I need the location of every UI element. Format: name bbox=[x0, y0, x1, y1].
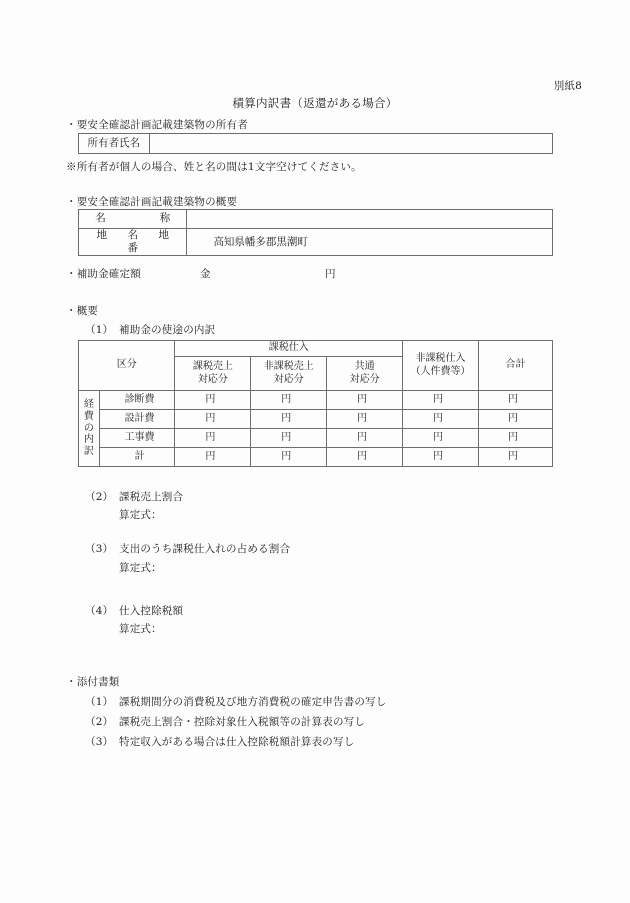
table-row bbox=[79, 429, 553, 448]
overview-item-4 bbox=[85, 603, 183, 618]
nontaxable-sales-header bbox=[251, 357, 327, 391]
building-section-heading: ・要安全確認計画記載建築物の概要 bbox=[66, 196, 238, 208]
attachment-item-2-label: 課税売上割合・控除対象仕入税額等の計算表の写し bbox=[119, 716, 366, 728]
overview-item-1-label: 補助金の使途の内訳 bbox=[119, 324, 216, 336]
overview-item-2-index: （2） bbox=[85, 491, 114, 503]
table-row bbox=[79, 134, 553, 154]
overview-item-4-formula-label: 算定式： bbox=[119, 623, 162, 635]
owner-name-label: 所有者氏名 bbox=[79, 134, 150, 154]
cell-construction-common[interactable]: 円 bbox=[327, 429, 403, 448]
table-header-group-row bbox=[79, 341, 553, 357]
cell-diagnosis-total[interactable]: 円 bbox=[479, 391, 553, 410]
table-row bbox=[79, 410, 553, 429]
side-label-char-4: 訳 bbox=[83, 446, 94, 458]
attachment-item-2-index: （2） bbox=[85, 716, 114, 728]
building-name-field[interactable] bbox=[187, 210, 553, 229]
cell-sum-total[interactable]: 円 bbox=[479, 448, 553, 467]
side-label-char-2: の bbox=[83, 422, 94, 434]
building-outline-table bbox=[78, 209, 553, 256]
attachment-item-2 bbox=[85, 714, 365, 729]
nontaxable-purchase-header-line1: 非課税仕入 bbox=[415, 353, 466, 364]
cell-diagnosis-taxable-sales[interactable]: 円 bbox=[175, 391, 251, 410]
cell-construction-nontaxable-sales[interactable]: 円 bbox=[251, 429, 327, 448]
taxable-sales-header-line1: 課税売上 bbox=[192, 361, 233, 372]
taxable-sales-header-line2: 対応分 bbox=[197, 373, 228, 385]
nontaxable-sales-header-line2: 対応分 bbox=[273, 373, 304, 385]
overview-item-4-index: （4） bbox=[85, 605, 114, 617]
building-name-label: 名 称 bbox=[79, 210, 187, 229]
table-row bbox=[79, 210, 553, 229]
cell-construction-total[interactable]: 円 bbox=[479, 429, 553, 448]
attachment-item-3 bbox=[85, 734, 354, 749]
building-address-field[interactable]: 高知県幡多郡黒潮町 bbox=[187, 229, 553, 256]
overview-item-1-index: （1） bbox=[85, 324, 114, 336]
overview-item-3 bbox=[85, 541, 290, 556]
subsidy-amount-unit: 円 bbox=[325, 268, 336, 280]
owner-table bbox=[78, 133, 553, 154]
row-label-construction: 工事費 bbox=[99, 429, 175, 448]
table-row bbox=[79, 448, 553, 467]
common-header-line2: 対応分 bbox=[349, 373, 380, 385]
cell-diagnosis-nontaxable-sales[interactable]: 円 bbox=[251, 391, 327, 410]
subsidy-breakdown-table bbox=[78, 340, 553, 467]
taxable-sales-header bbox=[175, 357, 251, 391]
cell-design-nontaxable-purchase[interactable]: 円 bbox=[403, 410, 479, 429]
overview-item-3-index: （3） bbox=[85, 543, 114, 555]
overview-item-2-label: 課税売上割合 bbox=[119, 491, 184, 503]
cell-sum-nontaxable-sales[interactable]: 円 bbox=[251, 448, 327, 467]
cell-sum-nontaxable-purchase[interactable]: 円 bbox=[403, 448, 479, 467]
owner-name-field[interactable] bbox=[149, 134, 552, 154]
overview-item-2 bbox=[85, 489, 183, 504]
cell-design-nontaxable-sales[interactable]: 円 bbox=[251, 410, 327, 429]
cell-diagnosis-nontaxable-purchase[interactable]: 円 bbox=[403, 391, 479, 410]
nontaxable-sales-header-line1: 非課税売上 bbox=[263, 361, 314, 372]
row-label-diagnosis: 診断費 bbox=[99, 391, 175, 410]
subsidy-amount-heading: ・補助金確定額 bbox=[66, 268, 141, 280]
row-label-design: 設計費 bbox=[99, 410, 175, 429]
overview-item-4-label: 仕入控除税額 bbox=[119, 605, 184, 617]
cell-design-taxable-sales[interactable]: 円 bbox=[175, 410, 251, 429]
owner-note: ※所有者が個人の場合、姓と名の間は1文字空けてください。 bbox=[66, 161, 362, 173]
overview-item-3-label: 支出のうち課税仕入れの占める割合 bbox=[119, 543, 291, 555]
attachment-item-3-index: （3） bbox=[85, 736, 114, 748]
common-header bbox=[327, 357, 403, 391]
side-label-char-0: 経 bbox=[83, 399, 94, 410]
attachment-item-3-label: 特定収入がある場合は仕入控除税額計算表の写し bbox=[119, 736, 355, 748]
overview-item-3-formula-label: 算定式： bbox=[119, 562, 162, 574]
total-header: 合計 bbox=[479, 341, 553, 391]
cell-construction-taxable-sales[interactable]: 円 bbox=[175, 429, 251, 448]
side-label-char-3: 内 bbox=[83, 434, 94, 446]
building-address-label: 地 名 地 番 bbox=[79, 229, 187, 256]
attachment-item-1 bbox=[85, 694, 387, 709]
side-label-char-1: 費 bbox=[83, 410, 94, 422]
cell-sum-common[interactable]: 円 bbox=[327, 448, 403, 467]
common-header-line1: 共通 bbox=[354, 361, 375, 372]
kubun-header: 区分 bbox=[79, 341, 175, 391]
document-id: 別紙8 bbox=[553, 80, 582, 92]
subsidy-kin-label: 金 bbox=[200, 268, 211, 280]
attachment-item-1-label: 課税期間分の消費税及び地方消費税の確定申告書の写し bbox=[119, 696, 387, 708]
cell-sum-taxable-sales[interactable]: 円 bbox=[175, 448, 251, 467]
cell-design-total[interactable]: 円 bbox=[479, 410, 553, 429]
document-title: 積算内訳書（返還がある場合） bbox=[232, 96, 398, 110]
attachments-heading: ・添付書類 bbox=[66, 676, 120, 688]
row-label-sum: 計 bbox=[99, 448, 175, 467]
nontaxable-purchase-header-line2: （人件費等） bbox=[410, 365, 471, 377]
overview-item-2-formula-label: 算定式： bbox=[119, 509, 162, 521]
cell-construction-nontaxable-purchase[interactable]: 円 bbox=[403, 429, 479, 448]
table-row bbox=[79, 229, 553, 256]
cell-diagnosis-common[interactable]: 円 bbox=[327, 391, 403, 410]
taxable-purchase-group-header: 課税仕入 bbox=[175, 341, 403, 357]
table-row bbox=[79, 391, 553, 410]
overview-heading: ・概要 bbox=[66, 305, 99, 317]
attachment-item-1-index: （1） bbox=[85, 696, 114, 708]
nontaxable-purchase-header bbox=[403, 341, 479, 391]
overview-item-1 bbox=[85, 322, 215, 337]
cell-design-common[interactable]: 円 bbox=[327, 410, 403, 429]
expense-breakdown-side-label bbox=[79, 391, 100, 467]
owner-section-heading: ・要安全確認計画記載建築物の所有者 bbox=[66, 119, 248, 131]
